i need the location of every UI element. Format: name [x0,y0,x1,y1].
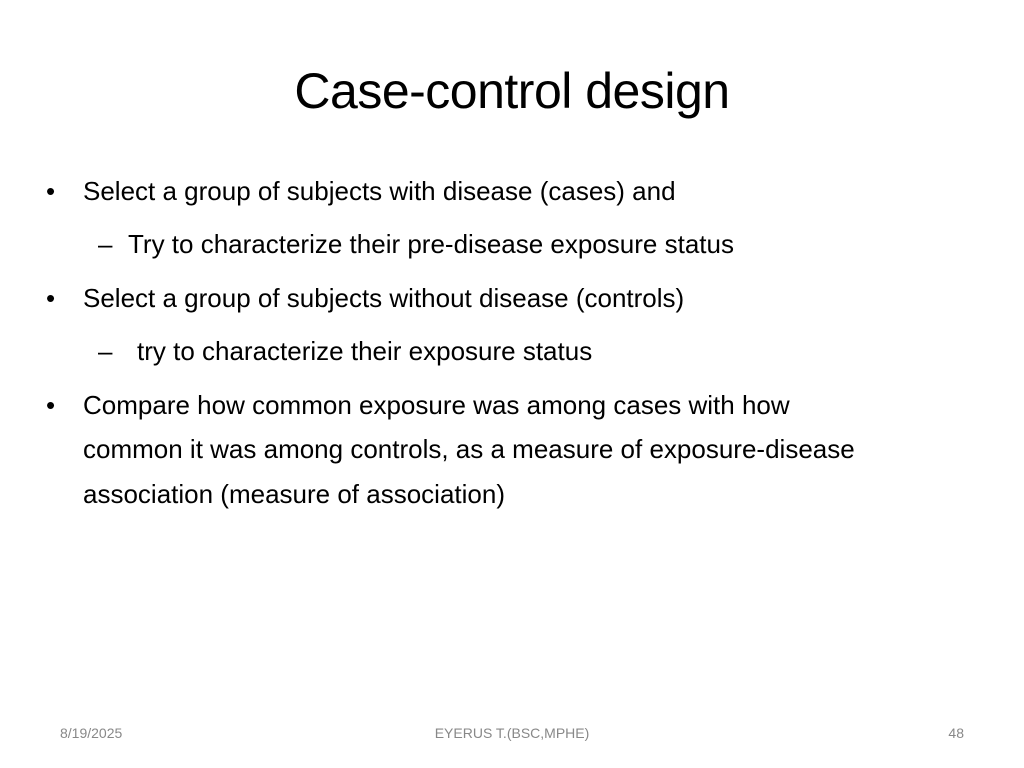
footer-page-number: 48 [948,725,964,741]
sub-bullet-marker: – [98,229,113,259]
bullet-marker: • [46,176,56,206]
sub-bullet-marker: – [98,336,113,366]
sub-bullet-item-pre-disease-exposure: Try to characterize their pre-disease exposure status [128,229,734,259]
slide-title: Case-control design [294,63,730,119]
sub-bullet-item-exposure-status: try to characterize their exposure status [137,336,593,366]
footer-author: EYERUS T.(BSC,MPHE) [434,725,590,741]
bullet-marker: • [46,390,56,420]
bullet-item-select-cases: Select a group of subjects with disease (cases) and [83,176,676,206]
footer-date: 8/19/2025 [60,725,123,741]
bullet-item-compare-line-2: common it was among controls, as a measure of exposure-disease [83,434,855,464]
bullet-item-compare-line-3: association (measure of association) [83,479,505,509]
bullet-item-compare-line-1: Compare how common exposure was among cases with how [83,390,790,420]
bullet-marker: • [46,283,56,313]
bullet-item-select-controls: Select a group of subjects without disease (controls) [83,283,685,313]
